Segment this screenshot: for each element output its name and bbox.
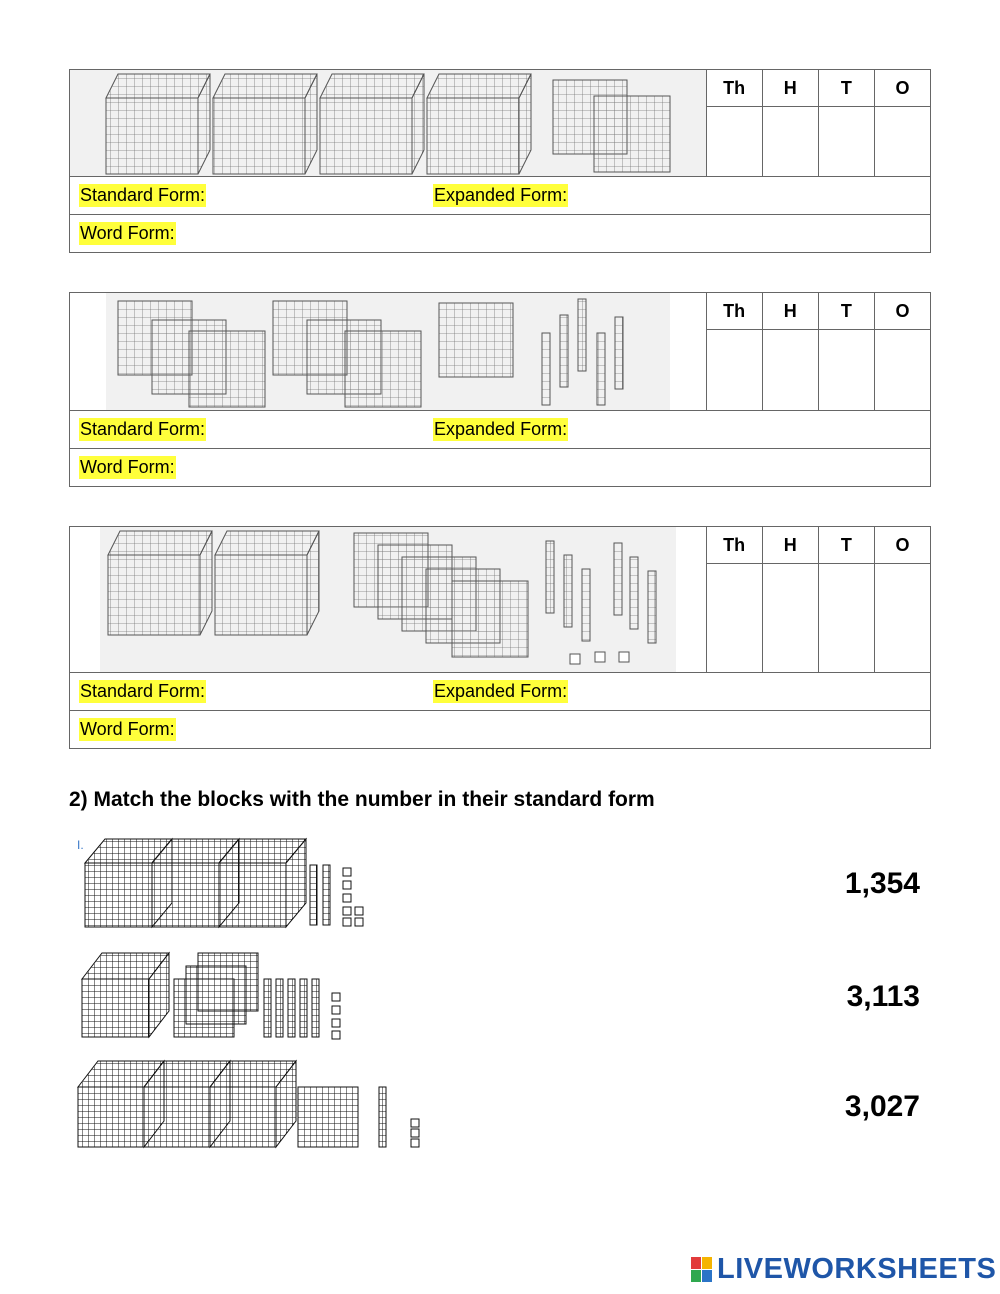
one-cube	[595, 652, 605, 662]
match-set-b	[82, 953, 340, 1039]
one-cube	[355, 918, 363, 926]
base-ten-blocks-image	[70, 293, 707, 410]
standard-expanded-row[interactable]	[70, 177, 930, 214]
ten-rod	[615, 317, 623, 389]
thousand-cube	[320, 74, 424, 174]
header-ones: O	[895, 300, 910, 321]
tens-answer-cell[interactable]	[819, 107, 875, 176]
header-hundreds: H	[763, 70, 819, 106]
one-cube	[332, 1031, 340, 1039]
match-set-a	[85, 839, 363, 927]
match-number-2[interactable]: 3,113	[846, 980, 920, 1013]
hundred-flat	[345, 331, 421, 407]
header-ones: O	[895, 77, 910, 98]
one-cube	[411, 1129, 419, 1137]
one-cube	[332, 1019, 340, 1027]
word-form-label: Word Form:	[80, 457, 175, 477]
thousand-cube	[427, 74, 531, 174]
standard-form-label: Standard Form:	[80, 419, 206, 439]
one-cube	[343, 881, 351, 889]
ten-rod	[312, 979, 319, 1037]
one-cube	[332, 1006, 340, 1014]
word-form-label: Word Form:	[80, 719, 175, 739]
standard-expanded-row[interactable]	[70, 411, 930, 448]
one-cube	[343, 918, 351, 926]
ones-answer-cell[interactable]	[875, 564, 930, 672]
place-value-table	[707, 70, 930, 176]
header-thousands: Th	[707, 70, 763, 106]
match-blocks	[70, 835, 510, 1155]
exercise-2	[69, 292, 931, 487]
hundreds-answer-cell[interactable]	[763, 564, 819, 672]
match-set-c	[78, 1061, 419, 1147]
tens-answer-cell[interactable]	[819, 330, 875, 410]
exercise-1	[69, 69, 931, 253]
blocks-svg	[70, 293, 707, 410]
ten-rod	[582, 569, 590, 641]
one-cube	[570, 654, 580, 664]
header-tens: T	[819, 293, 875, 329]
thousands-answer-cell[interactable]	[707, 564, 763, 672]
ten-rod	[300, 979, 307, 1037]
thousand-cube	[213, 74, 317, 174]
hundreds-answer-cell[interactable]	[763, 107, 819, 176]
hundreds-answer-cell[interactable]	[763, 330, 819, 410]
header-tens: T	[819, 70, 875, 106]
hundred-flat	[174, 979, 234, 1037]
thousand-cube	[82, 953, 169, 1037]
match-item-marker: I.	[77, 838, 84, 852]
ten-rod	[578, 299, 586, 371]
expanded-form-label: Expanded Form:	[434, 185, 568, 205]
ten-rod	[323, 865, 330, 925]
liveworksheets-logo	[691, 1253, 996, 1286]
expanded-form-label: Expanded Form:	[434, 419, 568, 439]
standard-form-label: Standard Form:	[80, 185, 206, 205]
expanded-form-label: Expanded Form:	[434, 681, 568, 701]
hundred-flat	[594, 96, 670, 172]
ten-rod	[542, 333, 550, 405]
one-cube	[619, 652, 629, 662]
ones-answer-cell[interactable]	[875, 107, 930, 176]
match-number-3[interactable]: 3,027	[844, 1090, 920, 1123]
ten-rod	[614, 543, 622, 615]
word-form-label: Word Form:	[80, 223, 175, 243]
one-cube	[411, 1119, 419, 1127]
hundred-flat	[439, 303, 513, 377]
standard-expanded-row[interactable]	[70, 673, 930, 710]
word-form-row[interactable]	[70, 448, 930, 486]
ten-rod	[310, 865, 317, 925]
ten-rod	[648, 571, 656, 643]
one-cube	[332, 993, 340, 1001]
header-ones: O	[895, 534, 910, 555]
one-cube	[343, 894, 351, 902]
header-hundreds: H	[763, 527, 819, 563]
place-value-table	[707, 293, 930, 410]
logo-blocks-icon	[691, 1257, 713, 1283]
thousands-answer-cell[interactable]	[707, 107, 763, 176]
thousand-cube	[106, 74, 210, 174]
hundred-flat	[452, 581, 528, 657]
ten-rod	[379, 1087, 386, 1147]
base-ten-blocks-image	[70, 527, 707, 672]
word-form-row[interactable]	[70, 710, 930, 748]
header-thousands: Th	[707, 527, 763, 563]
exercise-3	[69, 526, 931, 749]
one-cube	[355, 907, 363, 915]
ten-rod	[288, 979, 295, 1037]
ten-rod	[276, 979, 283, 1037]
standard-form-label: Standard Form:	[80, 681, 206, 701]
hundred-flat	[298, 1087, 358, 1147]
ten-rod	[264, 979, 271, 1037]
thousand-cube	[219, 839, 306, 927]
one-cube	[343, 868, 351, 876]
tens-answer-cell[interactable]	[819, 564, 875, 672]
ones-answer-cell[interactable]	[875, 330, 930, 410]
word-form-row[interactable]	[70, 214, 930, 252]
ten-rod	[630, 557, 638, 629]
one-cube	[411, 1139, 419, 1147]
ten-rod	[564, 555, 572, 627]
blocks-svg	[70, 70, 707, 176]
header-tens: T	[819, 527, 875, 563]
header-thousands: Th	[707, 293, 763, 329]
header-hundreds: H	[763, 293, 819, 329]
thousand-cube	[215, 531, 319, 635]
hundred-flat	[189, 331, 265, 407]
ten-rod	[597, 333, 605, 405]
match-number-1[interactable]: 1,354	[844, 867, 920, 900]
thousand-cube	[210, 1061, 296, 1147]
base-ten-blocks-image	[70, 70, 707, 176]
question-2-heading: 2) Match the blocks with the number in their standard form	[69, 788, 655, 811]
place-value-table	[707, 527, 930, 672]
thousand-cube	[108, 531, 212, 635]
blocks-svg	[70, 527, 707, 672]
ten-rod	[560, 315, 568, 387]
logo-text: LIVEWORKSHEETS	[717, 1253, 997, 1285]
thousands-answer-cell[interactable]	[707, 330, 763, 410]
ten-rod	[546, 541, 554, 613]
one-cube	[343, 907, 351, 915]
